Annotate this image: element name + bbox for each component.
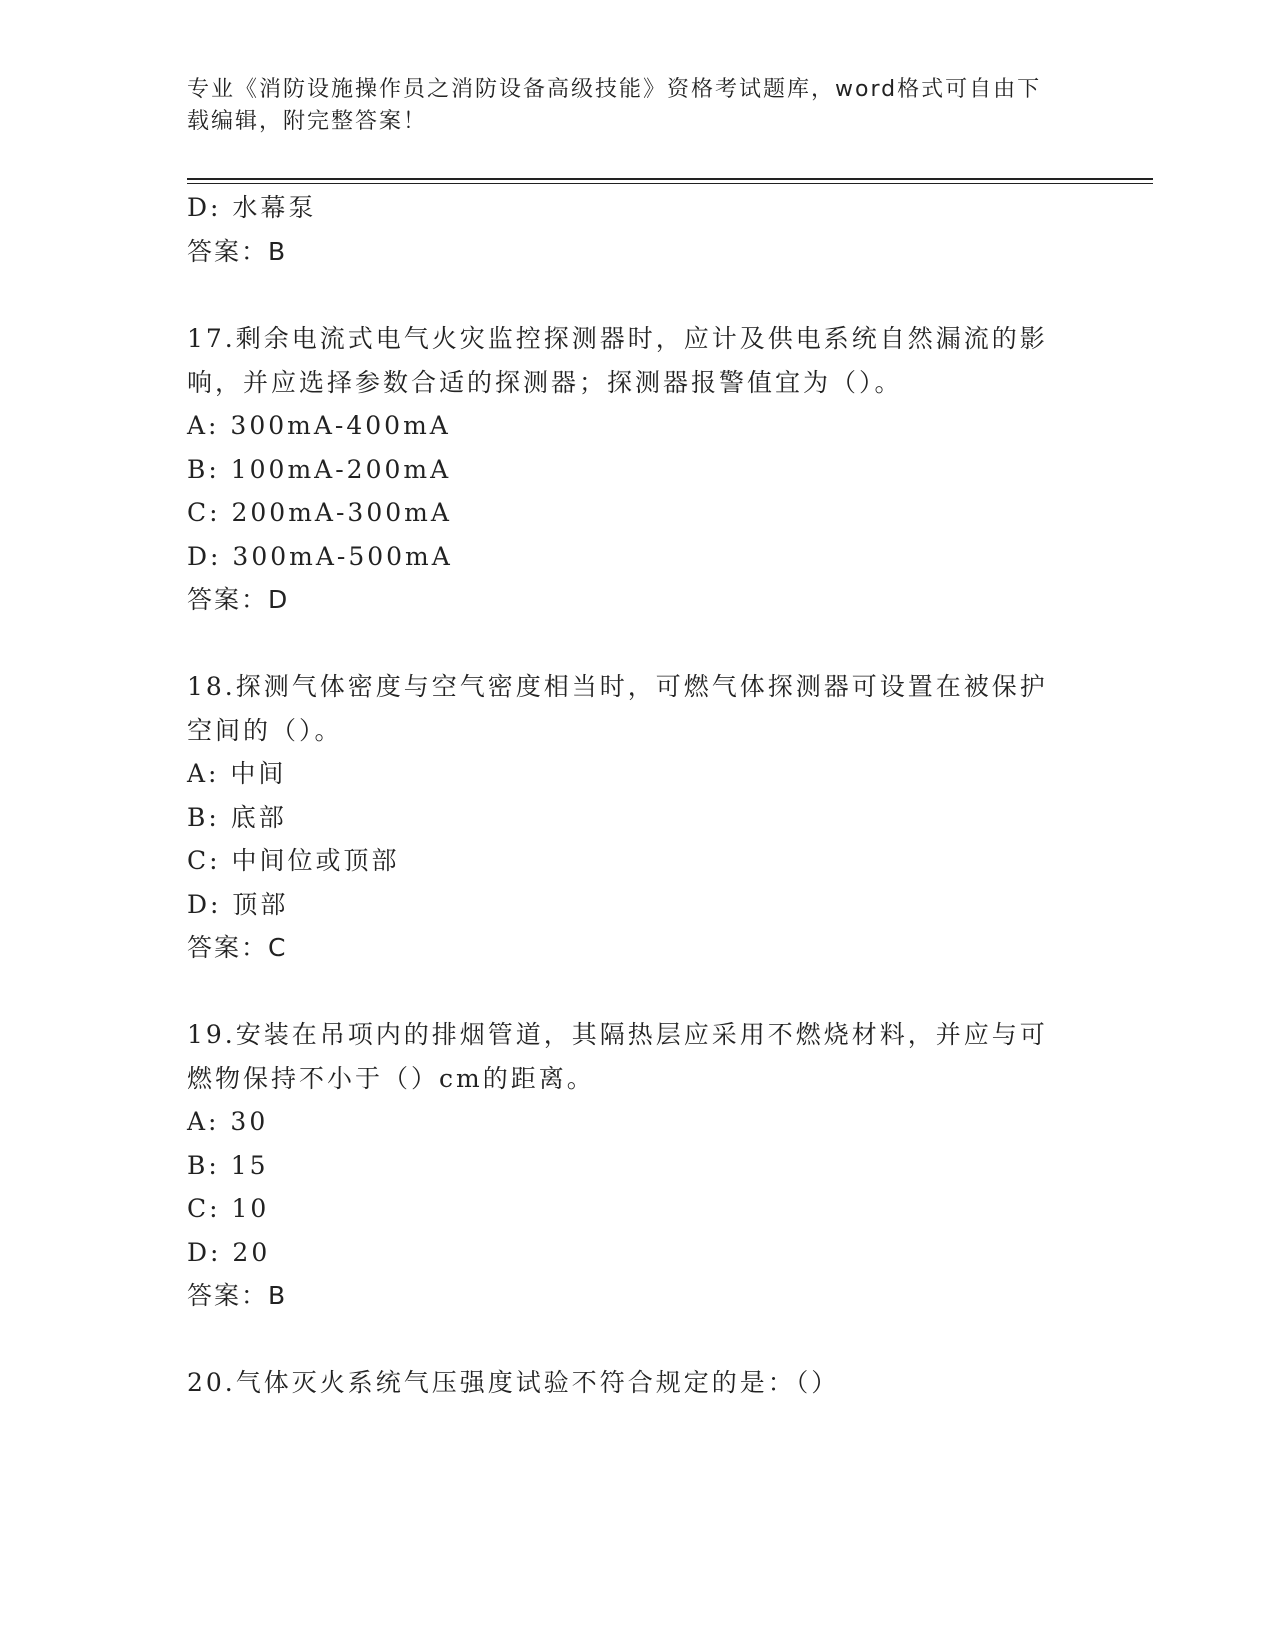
question-17-option-b: B: 100mA-200mA: [187, 455, 452, 484]
question-18-option-b: B: 底部: [187, 803, 287, 832]
prev-question-option-d: D: 水幕泵: [187, 193, 317, 222]
question-20-stem-line-1: 20.气体灭火系统气压强度试验不符合规定的是：（）: [187, 1368, 840, 1397]
question-19-answer: 答案：B: [187, 1281, 288, 1310]
question-17-option-d: D: 300mA-500mA: [187, 542, 453, 571]
header-line-1: 专业《消防设施操作员之消防设备高级技能》资格考试题库，word格式可自由下: [187, 77, 1042, 102]
header-divider-bottom: [187, 183, 1153, 184]
question-19-option-c: C: 10: [187, 1194, 270, 1223]
question-19-option-a: A: 30: [187, 1107, 269, 1136]
document-header: [187, 74, 1067, 138]
question-17-option-c: C: 200mA-300mA: [187, 498, 452, 527]
question-18-stem-line-2: 空间的（）。: [187, 716, 343, 745]
question-18-stem-line-1: 18.探测气体密度与空气密度相当时，可燃气体探测器可设置在被保护: [187, 672, 1048, 701]
question-18-option-a: A: 中间: [187, 759, 287, 788]
question-19-option-d: D: 20: [187, 1238, 271, 1267]
prev-question-answer: 答案：B: [187, 237, 288, 266]
question-18-option-d: D: 顶部: [187, 890, 289, 919]
header-line-2: 载编辑，附完整答案！: [187, 109, 428, 134]
question-17-stem-line-1: 17.剩余电流式电气火灾监控探测器时，应计及供电系统自然漏流的影: [187, 324, 1048, 353]
question-18-option-c: C: 中间位或顶部: [187, 846, 400, 875]
header-divider-top: [187, 178, 1153, 180]
question-19-stem-line-1: 19.安装在吊项内的排烟管道，其隔热层应采用不燃烧材料，并应与可: [187, 1020, 1048, 1049]
question-18-answer: 答案：C: [187, 933, 288, 962]
question-17-answer: 答案：D: [187, 585, 290, 614]
question-19-option-b: B: 15: [187, 1151, 269, 1180]
question-19-stem-line-2: 燃物保持不小于（）cm的距离。: [187, 1064, 595, 1093]
question-17-option-a: A: 300mA-400mA: [187, 411, 451, 440]
question-17-stem-line-2: 响，并应选择参数合适的探测器；探测器报警值宜为（）。: [187, 368, 903, 397]
